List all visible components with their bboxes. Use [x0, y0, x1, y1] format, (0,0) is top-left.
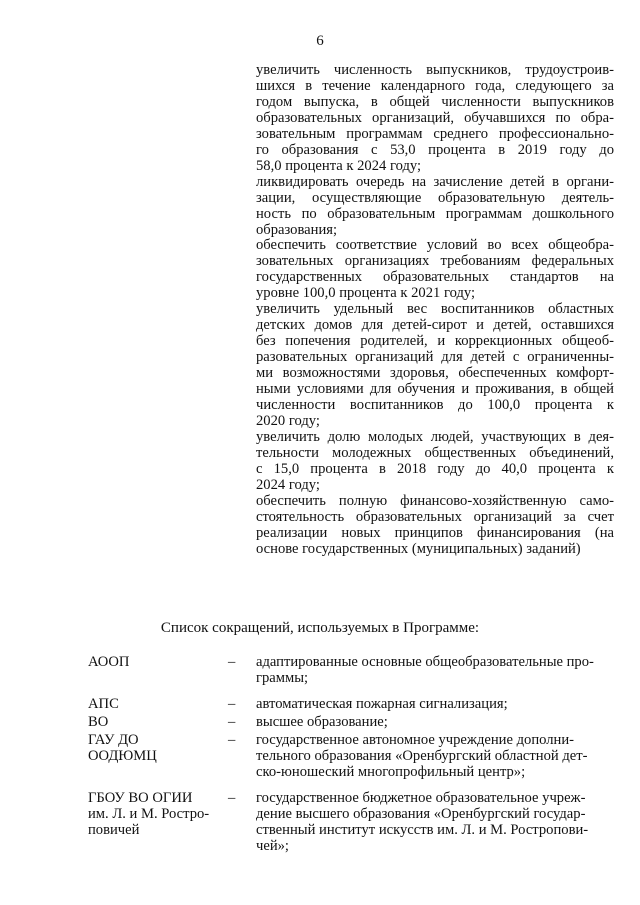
abbreviation-term-line: АООП	[88, 654, 130, 670]
goal-line: ными условиями для обучения и проживания, в общей	[256, 381, 614, 398]
abbreviation-row	[88, 654, 618, 686]
abbreviation-term-line: ВО	[88, 714, 109, 730]
goal-line: ность по образовательным программам дошкольного	[256, 205, 614, 222]
goal-line: уровне 100,0 процента к 2021 году;	[256, 285, 476, 302]
goal-line: зовательных организациях требованиям федеральных	[256, 253, 614, 270]
goal-item	[256, 175, 614, 239]
goal-line: тельности молодежных общественных объединений,	[256, 444, 614, 461]
abbreviation-row	[88, 732, 618, 780]
abbreviation-definition	[256, 790, 618, 854]
goal-line: увеличить удельный вес воспитанников областных	[256, 301, 614, 318]
abbreviation-term	[88, 696, 228, 712]
goal-item	[256, 494, 614, 558]
abbreviation-definition-line: ско-юношеский многопрофильный центр»;	[256, 764, 526, 780]
abbreviation-row	[88, 696, 618, 712]
goal-line: 58,0 процента к 2024 году;	[256, 157, 422, 174]
abbreviation-term-line: им. Л. и М. Ростро-	[88, 806, 210, 822]
abbreviation-term	[88, 790, 228, 854]
goal-line: разовательных организаций для детей с ограниченны-	[256, 349, 614, 366]
abbreviation-definition-line: дение высшего образования «Оренбургский государ-	[256, 806, 586, 822]
abbreviation-definition-line: государственное автономное учреждение дополни-	[256, 732, 575, 748]
goal-line: увеличить численность выпускников, трудоустроив-	[256, 62, 614, 78]
goal-line: образовательных организаций, обучавшихся по обра-	[256, 109, 614, 126]
goal-line: реализации новых принципов финансирования (на	[256, 524, 614, 541]
abbreviation-term	[88, 714, 228, 730]
goal-line: увеличить долю молодых людей, участвующих в дея-	[256, 428, 614, 445]
goal-line: зации, осуществляющие образовательную деятель-	[256, 189, 614, 206]
abbreviation-definition	[256, 696, 618, 712]
abbreviation-row	[88, 714, 618, 730]
abbreviation-definition	[256, 714, 618, 730]
abbreviation-dash: –	[228, 790, 236, 806]
goal-line: 2024 году;	[256, 476, 320, 493]
goal-line: основе государственных (муниципальных) заданий)	[256, 540, 581, 557]
goal-item	[256, 238, 614, 302]
goal-line: го образования с 53,0 процента в 2019 году до	[256, 141, 614, 158]
abbreviations-title: Список сокращений, используемых в Программе:	[160, 620, 480, 636]
abbreviation-definition	[256, 732, 618, 780]
goal-line: зовательным программам среднего профессионально-	[256, 125, 614, 142]
goal-item	[256, 63, 614, 175]
abbreviation-dash: –	[228, 714, 236, 730]
goal-line: ми возможностями здоровья, обеспеченных комфорт-	[256, 365, 614, 382]
goal-line: шихся в течение календарного года, следующего за	[256, 77, 614, 94]
abbreviation-dash: –	[228, 696, 236, 712]
goal-line: ликвидировать очередь на зачисление детей в органи-	[256, 173, 614, 190]
goal-line: стоятельность образовательных организаций за счет	[256, 508, 614, 525]
goal-line: без попечения родителей, и коррекционных общеоб-	[256, 333, 614, 350]
abbreviation-term-line: ГАУ ДО	[88, 732, 139, 748]
page-number: 6	[316, 33, 324, 49]
abbreviation-row	[88, 790, 618, 854]
abbreviation-definition-line: чей»;	[256, 838, 289, 854]
goal-line: 2020 году;	[256, 412, 320, 429]
abbreviation-definition-line: тельного образования «Оренбургский областной дет-	[256, 748, 588, 764]
abbreviation-term-line: ООДЮМЦ	[88, 748, 157, 764]
abbreviation-definition-line: высшее образование;	[256, 714, 388, 730]
goal-line: обеспечить полную финансово-хозяйственную само-	[256, 492, 614, 509]
abbreviation-term-line: АПС	[88, 696, 119, 712]
goal-item	[256, 430, 614, 494]
abbreviation-term-line: ГБОУ ВО ОГИИ	[88, 790, 193, 806]
goal-line: численности воспитанников до 100,0 процента к	[256, 397, 614, 414]
abbreviation-definition-line: государственное бюджетное образовательное учреж-	[256, 790, 586, 806]
goals-list	[256, 63, 614, 558]
abbreviation-dash: –	[228, 654, 236, 670]
goal-line: с 15,0 процента в 2018 году до 40,0 процента к	[256, 460, 614, 477]
abbreviation-term-line: повичей	[88, 822, 140, 838]
abbreviation-definition-line: адаптированные основные общеобразовательные про-	[256, 654, 594, 670]
abbreviation-definition	[256, 654, 618, 686]
goal-line: детских домов для детей-сирот и детей, оставшихся	[256, 317, 614, 334]
goal-line: образования;	[256, 221, 338, 238]
abbreviation-term	[88, 732, 228, 780]
goal-line: государственных образовательных стандартов на	[256, 269, 614, 286]
abbreviation-term	[88, 654, 228, 686]
goal-line: годом выпуска, в общей численности выпускников	[256, 93, 614, 110]
abbreviations-list	[88, 654, 618, 856]
goal-line: обеспечить соответствие условий во всех общеобра-	[256, 237, 614, 254]
abbreviation-definition-line: автоматическая пожарная сигнализация;	[256, 696, 508, 712]
abbreviation-definition-line: ственный институт искусств им. Л. и М. Ростропови-	[256, 822, 589, 838]
abbreviation-definition-line: граммы;	[256, 670, 309, 686]
abbreviation-dash: –	[228, 732, 236, 748]
goal-item	[256, 302, 614, 430]
